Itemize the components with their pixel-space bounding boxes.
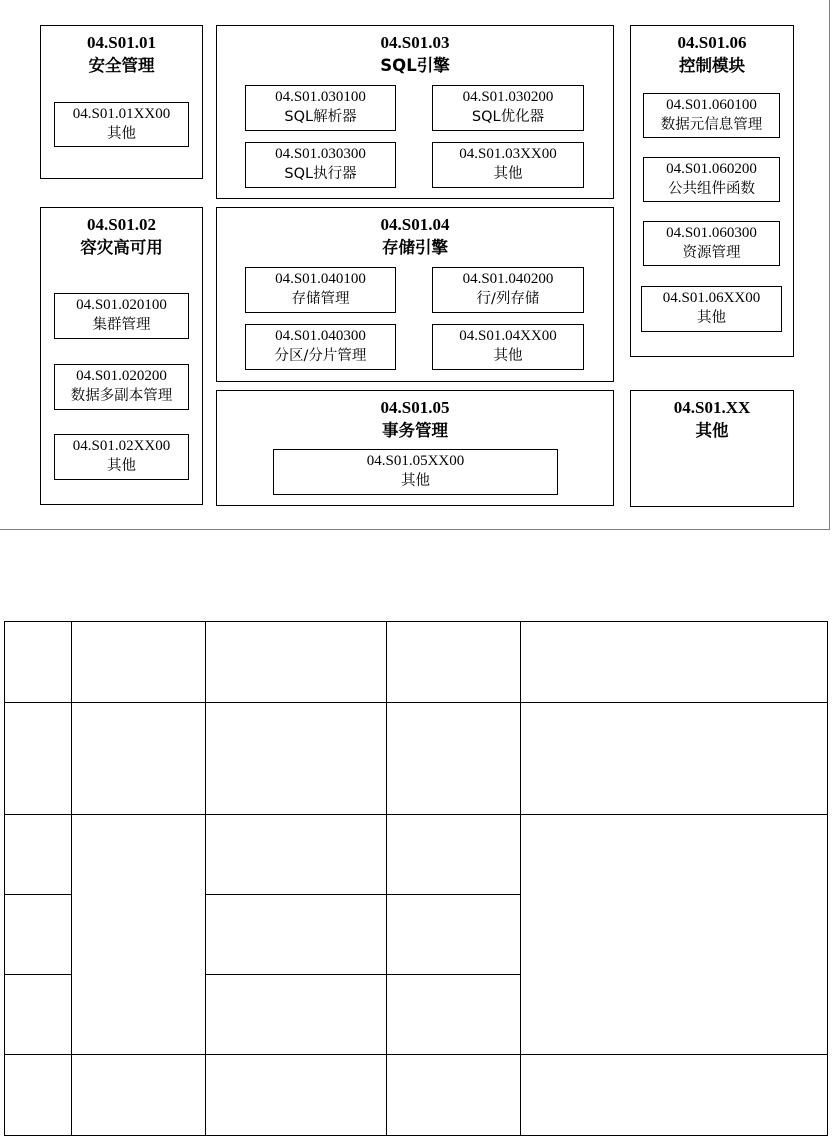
item-box bbox=[643, 157, 780, 202]
item-code: 04.S01.020100 bbox=[76, 297, 167, 313]
item-name: 其他 bbox=[401, 473, 430, 489]
item-code: 04.S01.020200 bbox=[76, 368, 167, 384]
item-name: 存储管理 bbox=[291, 291, 350, 307]
item-box bbox=[432, 324, 584, 370]
table-row bbox=[5, 703, 828, 815]
item-box bbox=[432, 85, 584, 131]
item-box bbox=[54, 434, 189, 480]
item-code: 04.S01.04XX00 bbox=[459, 328, 557, 344]
module-security bbox=[40, 25, 203, 179]
module-disaster-recovery bbox=[40, 207, 203, 505]
item-code: 04.S01.05XX00 bbox=[366, 453, 465, 469]
module-transaction bbox=[216, 390, 614, 506]
table-cell bbox=[72, 703, 206, 815]
table-cell bbox=[206, 703, 387, 815]
item-box bbox=[245, 324, 396, 370]
table-cell bbox=[387, 895, 521, 975]
item-name: SQL解析器 bbox=[284, 109, 357, 125]
module-other bbox=[630, 390, 794, 507]
item-code: 04.S01.030200 bbox=[462, 89, 554, 105]
table-cell bbox=[521, 1055, 828, 1136]
table-cell bbox=[387, 1055, 521, 1136]
item-name: 资源管理 bbox=[682, 245, 741, 261]
item-box bbox=[54, 102, 189, 147]
table-cell bbox=[206, 1055, 387, 1136]
table-cell bbox=[521, 622, 828, 703]
table-cell bbox=[72, 815, 206, 1055]
item-name: SQL执行器 bbox=[284, 166, 357, 182]
item-code: 04.S01.030300 bbox=[275, 146, 366, 162]
module-control bbox=[630, 25, 794, 357]
module-code: 04.S01.03 bbox=[380, 33, 450, 52]
item-name: 其他 bbox=[493, 166, 523, 182]
item-name: 数据多副本管理 bbox=[70, 388, 173, 404]
table-cell bbox=[72, 622, 206, 703]
table-cell bbox=[387, 815, 521, 895]
table-row bbox=[5, 815, 828, 895]
table-cell bbox=[5, 815, 72, 895]
item-code: 04.S01.060200 bbox=[666, 161, 757, 177]
module-code: 04.S01.05 bbox=[380, 398, 450, 417]
item-code: 04.S01.040300 bbox=[275, 328, 366, 344]
item-code: 04.S01.040200 bbox=[462, 271, 554, 287]
table-row bbox=[5, 1055, 828, 1136]
item-name: 分区/分片管理 bbox=[274, 348, 367, 364]
item-name: 其他 bbox=[107, 126, 136, 142]
module-code: 04.S01.01 bbox=[87, 33, 156, 52]
item-code: 04.S01.060300 bbox=[666, 225, 757, 241]
item-name: SQL优化器 bbox=[471, 109, 545, 125]
table-cell bbox=[72, 1055, 206, 1136]
module-sql-engine bbox=[216, 25, 614, 199]
table-cell bbox=[5, 895, 72, 975]
item-code: 04.S01.06XX00 bbox=[662, 290, 761, 306]
module-name: 容灾高可用 bbox=[80, 238, 163, 257]
item-box bbox=[641, 286, 782, 332]
item-name: 其他 bbox=[697, 310, 726, 326]
module-name: 存储引擎 bbox=[382, 238, 448, 257]
item-code: 04.S01.030100 bbox=[275, 89, 366, 105]
table-cell bbox=[387, 703, 521, 815]
module-name: SQL引擎 bbox=[380, 56, 450, 75]
table-cell bbox=[206, 815, 387, 895]
item-code: 04.S01.02XX00 bbox=[72, 438, 171, 454]
table-cell bbox=[387, 975, 521, 1055]
item-code: 04.S01.03XX00 bbox=[459, 146, 557, 162]
table-cell bbox=[5, 975, 72, 1055]
module-code: 04.S01.02 bbox=[87, 215, 156, 234]
table-cell bbox=[5, 622, 72, 703]
module-name: 事务管理 bbox=[382, 421, 448, 440]
module-name: 控制模块 bbox=[679, 56, 745, 75]
module-code: 04.S01.04 bbox=[380, 215, 450, 234]
table-cell bbox=[206, 895, 387, 975]
table-cell bbox=[5, 1055, 72, 1136]
item-box bbox=[54, 364, 189, 410]
item-box bbox=[643, 93, 780, 138]
item-name: 集群管理 bbox=[92, 317, 151, 333]
item-box bbox=[245, 85, 396, 131]
item-code: 04.S01.01XX00 bbox=[72, 106, 171, 122]
item-name: 行/列存储 bbox=[476, 291, 540, 307]
item-name: 其他 bbox=[493, 348, 523, 364]
item-box bbox=[245, 267, 396, 313]
table-cell bbox=[521, 703, 828, 815]
item-box bbox=[432, 267, 584, 313]
table-cell bbox=[387, 622, 521, 703]
table-row bbox=[5, 622, 828, 703]
module-storage-engine bbox=[216, 207, 614, 382]
table-cell bbox=[206, 622, 387, 703]
module-code: 04.S01.06 bbox=[677, 33, 747, 52]
item-box bbox=[273, 449, 558, 495]
item-name: 公共组件函数 bbox=[668, 181, 755, 197]
item-name: 其他 bbox=[107, 458, 136, 474]
item-box bbox=[54, 293, 189, 339]
item-code: 04.S01.040100 bbox=[275, 271, 366, 287]
table-cell bbox=[5, 703, 72, 815]
item-box bbox=[432, 142, 584, 188]
module-code: 04.S01.XX bbox=[673, 398, 751, 417]
item-name: 数据元信息管理 bbox=[660, 117, 763, 133]
module-name: 其他 bbox=[695, 421, 729, 440]
table-cell bbox=[521, 815, 828, 1055]
item-box bbox=[643, 221, 780, 266]
item-box bbox=[245, 142, 396, 188]
empty-table bbox=[4, 621, 828, 1136]
module-name: 安全管理 bbox=[88, 56, 155, 75]
table-cell bbox=[206, 975, 387, 1055]
item-code: 04.S01.060100 bbox=[666, 97, 757, 113]
